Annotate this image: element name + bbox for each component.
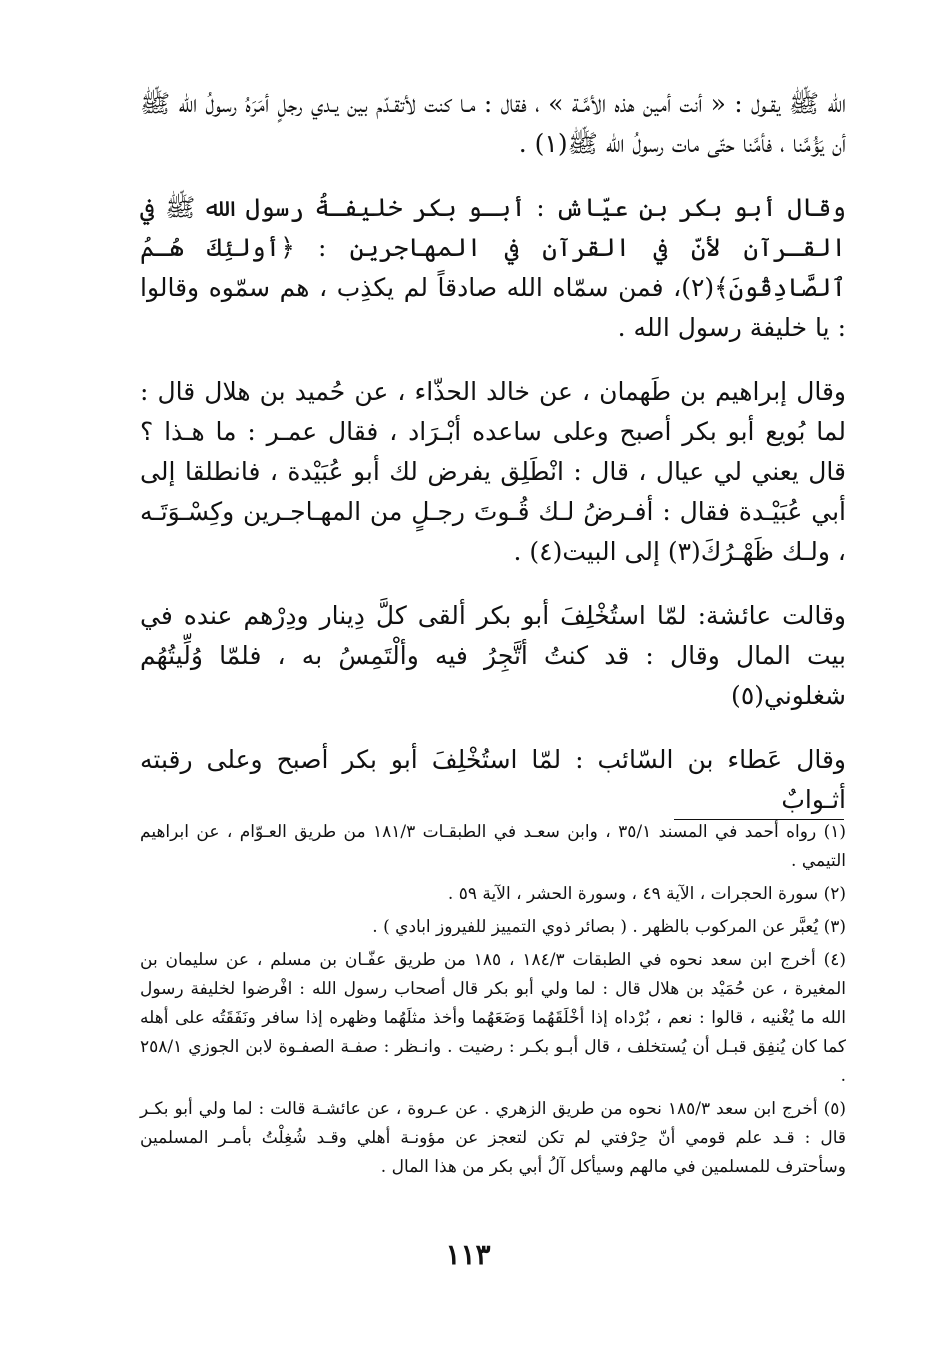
footnote-1: (١) رواه أحمد في المسند ٣٥/١ ، وابن سعـد في الطبقـات ١٨١/٣ من طريق العـوّام ، عن ابراهيم التيمي . xyxy=(140,822,846,871)
footnote-3: (٣) يُعبَّر عن المركوب بالظهر . ( بصائر ذوي التمييز للفيروز ابادي ) . xyxy=(372,917,846,937)
paragraph-text: وقال إبراهيم بن طَهمان ، عن خالد الحذّاء ، عن حُميد بن هلال قال : لما بُويع أبو بكر أصبح وعلى ساعده أبْـرَاد ، فقال عمـر : ما هـذا ؟ قال يعني لي عيال ، قال : انْطَلِق يفرض لك أبو عُبَيْدة ، فانطلقا إلى أبي عُبَيْـدة فقال : أفـرضُ لـك قُـوتَ رجـلٍ من المهـاجـرين وكِسْـوَتَـه ، ولـك ظَهْـرُكَ(٣) إلى البيت(٤) . xyxy=(140,377,846,566)
paragraph-3 xyxy=(140,372,846,572)
paragraph-text: الله ﷺ يقـول : « أنت أمين هذه الأمَّـة » ، فقال : مـا كنت لأتقـدّم بين يـدي رجلٍ أمَرَهُ رسولُ الله ﷺ أن يَؤُمَّنا ، فأمَّنا حتّى مات رسولُ الله ﷺ(١) . xyxy=(140,89,846,158)
paragraph-5 xyxy=(140,740,846,820)
paragraph-2 xyxy=(140,188,846,348)
paragraph-text: وقال أبو بكر بن عيّاش : أبـو بكر خليفـةُ رسول الله ﷺ في القـرآن لأنّ في القرآن في المهاجرين : ﴿أولئِكَ هُـمُ ٱلصَّادِقُونَ﴾(٢)، فمن سمّاه الله صادقاً لم يكذِب ، هم سمّوه وقالوا : يا خليفة رسول الله . xyxy=(140,193,846,342)
footnotes xyxy=(140,818,846,1186)
paragraph-text: وقال عَطاء بن السّائب : لمّا استُخْلِفَ أبو بكر أصبح وعلى رقبته أثـوابٌ xyxy=(140,745,846,814)
main-text xyxy=(140,84,846,844)
footnote-5: (٥) أخرج ابن سعد ١٨٥/٣ نحوه من طريق الزهري . عن عـروة ، عن عائشـة قالت : لما ولي أبو بكـر قال : قـد علم قومي أنّ حِرْفتي لم تكن لتعجز عن مؤونـة أهلي وقـد شُغِلْتُ بأمـر المسلمين وسأحترف للمسلمين في مالهم وسيأكل آلُ أبي بكر من هذا المال . xyxy=(140,1099,846,1177)
footnote-4: (٤) أخرج ابن سعد نحوه في الطبقات ١٨٤/٣ ، ١٨٥ من طريق عفّـان بن مسلم ، عن سليمان بن المغيرة ، عن حُمَيْد بن هلال قال : لما ولي أبو بكر قال أصحاب رسول الله : افْرضوا لخليفة رسول الله ما يُغْنيه ، قالوا : نعم ، بُرْداه إذا أخْلَقَهُما وَضَعَهُما وأخذ مثلَهُما وظهره إذا سافر ونَفَقَتُه على أهله كما كان يُنفِق قبـل أن يُستخلف ، قال أبـو بكـر : رضيت . وانـظر : صفـة الصفـوة لابن الجوزي ٢٥٨/١ . xyxy=(140,950,847,1086)
footnote-2: (٢) سورة الحجرات ، الآية ٤٩ ، وسورة الحشر ، الآية ٥٩ . xyxy=(447,884,846,904)
page-number: ١١٣ xyxy=(445,1238,491,1271)
paragraph-1 xyxy=(140,84,846,164)
paragraph-4 xyxy=(140,596,846,716)
paragraph-text: وقالت عائشة: لمّا استُخْلِفَ أبو بكر ألقى كلَّ دِينار ودِرْهم عنده في بيت المال وقال : قد كنتُ أتَّجِرُ فيه وألْتَمِسُ به ، فلمّا وُلِّيتُهُم شغلوني(٥) xyxy=(140,601,846,710)
